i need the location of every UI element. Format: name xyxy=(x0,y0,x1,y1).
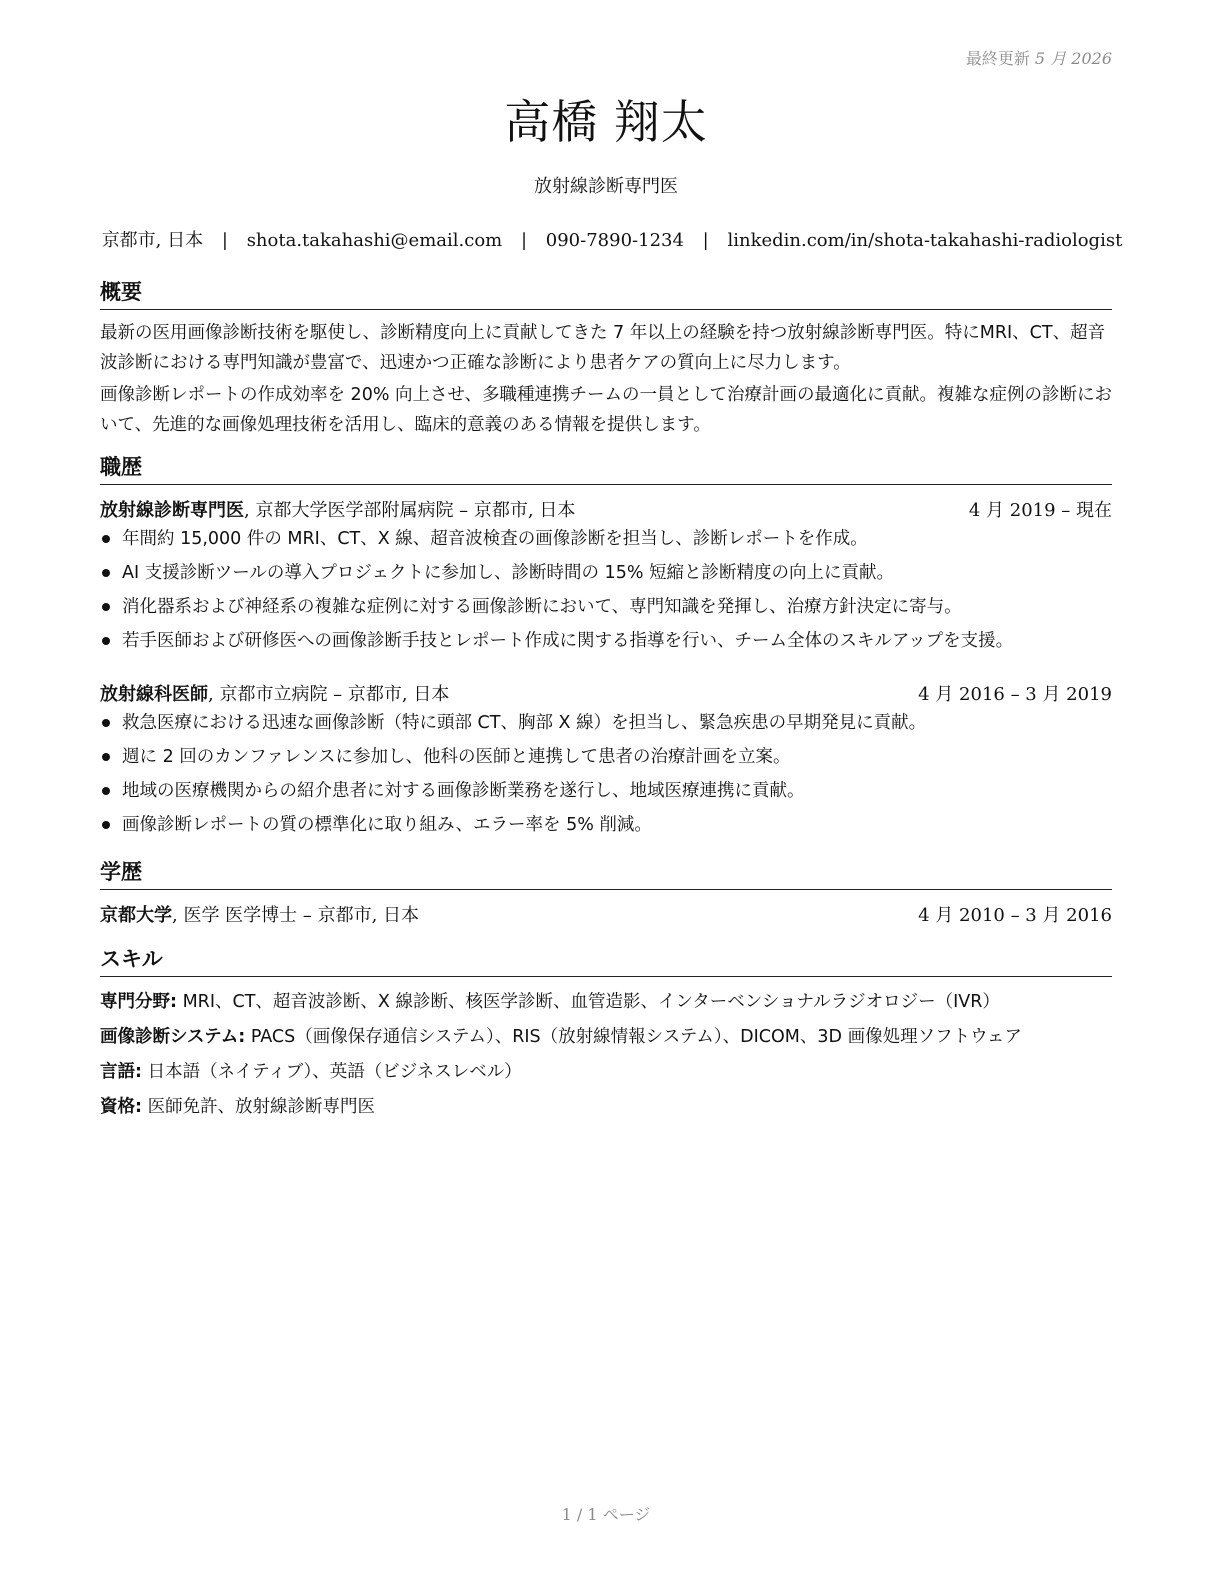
contact-separator: | xyxy=(520,230,528,251)
education-detail: , 医学 医学博士 – 京都市, 日本 xyxy=(172,905,420,926)
job-bullets xyxy=(100,706,1130,842)
job-role: 放射線科医師 xyxy=(100,684,208,705)
section-heading-skills: スキル xyxy=(100,943,1112,977)
job-org: , 京都市立病院 – 京都市, 日本 xyxy=(208,684,450,705)
summary-paragraph: 最新の医用画像診断技術を駆使し、診断精度向上に貢献してきた 7 年以上の経験を持つ放射線診断専門医。特にMRI、CT、超音波診断における専門知識が豊富で、迅速かつ正確な診断により患者ケアの質向上に尽力します。 xyxy=(100,323,1106,373)
bullet-text: 週に 2 回のカンファレンスに参加し、他科の医師と連携して患者の治療計画を立案。 xyxy=(122,747,791,767)
skill-key: 言語: xyxy=(100,1062,142,1082)
list-item xyxy=(100,522,1130,556)
bullet-dot-icon xyxy=(102,603,110,611)
list-item xyxy=(100,774,1130,808)
section-heading-experience: 職歴 xyxy=(100,451,1112,485)
bullet-dot-icon xyxy=(102,787,110,795)
skill-key: 画像診断システム: xyxy=(100,1027,246,1047)
skill-line xyxy=(100,1023,1130,1048)
bullet-text: AI 支援診断ツールの導入プロジェクトに参加し、診断時間の 15% 短縮と診断精度の向上に貢献。 xyxy=(122,563,895,583)
skill-value: 医師免許、放射線診断専門医 xyxy=(142,1097,376,1117)
candidate-title: 放射線診断専門医 xyxy=(534,176,678,197)
candidate-name: 高橋 翔太 xyxy=(504,95,708,149)
bullet-dot-icon xyxy=(102,637,110,645)
page-number: 1 / 1 ページ xyxy=(561,1505,651,1524)
education-entry xyxy=(100,901,1112,927)
job-org: , 京都大学医学部附属病院 – 京都市, 日本 xyxy=(244,500,576,521)
bullet-text: 救急医療における迅速な画像診断（特に頭部 CT、胸部 X 線）を担当し、緊急疾患の早期発見に貢献。 xyxy=(122,713,927,733)
list-item xyxy=(100,740,1130,774)
skill-line xyxy=(100,988,1130,1013)
bullet-dot-icon xyxy=(102,821,110,829)
bullet-text: 画像診断レポートの質の標準化に取り組み、エラー率を 5% 削減。 xyxy=(122,815,652,835)
bullet-text: 若手医師および研修医への画像診断手技とレポート作成に関する指導を行い、チーム全体のスキルアップを支援。 xyxy=(122,631,1014,651)
job-role: 放射線診断専門医 xyxy=(100,500,244,521)
bullet-text: 消化器系および神経系の複雑な症例に対する画像診断において、専門知識を発揮し、治療方針決定に寄与。 xyxy=(122,597,962,617)
bullet-text: 年間約 15,000 件の MRI、CT、X 線、超音波検査の画像診断を担当し、診断レポートを作成。 xyxy=(122,529,868,549)
job-dates: 4 月 2016 – 3 月 2019 xyxy=(918,684,1112,705)
skill-key: 専門分野: xyxy=(100,992,177,1012)
skill-value: MRI、CT、超音波診断、X 線診断、核医学診断、血管造影、インターベンショナルラジオロジー（IVR） xyxy=(177,992,1000,1012)
list-item xyxy=(100,706,1130,740)
education-school: 京都大学 xyxy=(100,905,172,926)
contact-phone: 090-7890-1234 xyxy=(545,230,684,251)
bullet-text: 地域の医療機関からの紹介患者に対する画像診断業務を遂行し、地域医療連携に貢献。 xyxy=(122,781,805,801)
last-updated xyxy=(966,46,1112,69)
contact-separator: | xyxy=(221,230,228,251)
bullet-dot-icon xyxy=(102,535,110,543)
section-heading-education: 学歴 xyxy=(100,856,1112,890)
job-bullets xyxy=(100,522,1130,658)
job-dates: 4 月 2019 – 現在 xyxy=(968,500,1112,521)
contact-location: 京都市, 日本 xyxy=(101,230,204,251)
job-role-org xyxy=(100,680,449,706)
summary-paragraph: 画像診断レポートの作成効率を 20% 向上させ、多職種連携チームの一員として治療計画の最適化に貢献。複雑な症例の診断において、先進的な画像処理技術を活用し、臨床的意義のある情報を提供します。 xyxy=(100,385,1112,435)
education-dates: 4 月 2010 – 3 月 2016 xyxy=(918,905,1112,926)
bullet-dot-icon xyxy=(102,569,110,577)
section-heading-summary: 概要 xyxy=(100,276,1112,310)
skill-key: 資格: xyxy=(100,1097,142,1117)
list-item xyxy=(100,590,1130,624)
last-updated-date: 5 月 2026 xyxy=(1034,49,1112,68)
list-item xyxy=(100,624,1130,658)
education-school-detail xyxy=(100,901,419,927)
job-header xyxy=(100,680,1112,706)
list-item xyxy=(100,808,1130,842)
skill-line xyxy=(100,1058,1130,1083)
contact-linkedin-link[interactable]: linkedin.com/in/shota-takahashi-radiologist xyxy=(727,230,1123,251)
contact-separator: | xyxy=(702,230,709,251)
bullet-dot-icon xyxy=(102,719,110,727)
skill-value: 日本語（ネイティブ）、英語（ビジネスレベル） xyxy=(142,1062,522,1082)
resume-page xyxy=(100,0,1123,1584)
bullet-dot-icon xyxy=(102,753,110,761)
last-updated-label: 最終更新 xyxy=(965,49,1030,68)
contact-email-link[interactable]: shota.takahashi@email.com xyxy=(246,230,503,251)
contact-line xyxy=(0,226,1224,252)
skill-line xyxy=(100,1093,1130,1118)
job-role-org xyxy=(100,496,575,522)
list-item xyxy=(100,556,1130,590)
skill-value: PACS（画像保存通信システム）、RIS（放射線情報システム）、DICOM、3D 画像処理ソフトウェア xyxy=(245,1027,1022,1047)
job-header xyxy=(100,496,1112,522)
